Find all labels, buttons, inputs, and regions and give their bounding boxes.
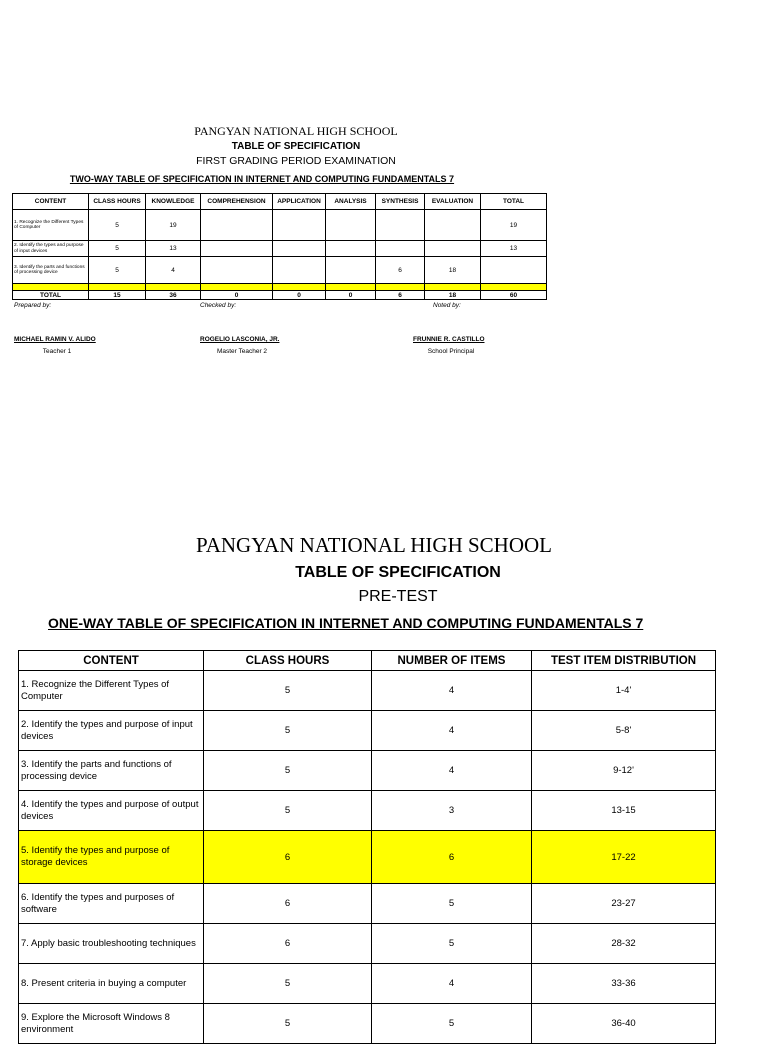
cell-content: 5. Identify the types and purpose of storage devices xyxy=(19,831,204,884)
prepared-by-position: Teacher 1 xyxy=(42,348,72,355)
cell: 36-40 xyxy=(532,1004,716,1044)
table-header-row xyxy=(13,194,547,210)
table-row xyxy=(19,884,716,924)
cell: 13-15 xyxy=(532,791,716,831)
cell: 5 xyxy=(89,210,146,241)
total-cell: 6 xyxy=(376,291,425,300)
cell xyxy=(13,284,89,291)
cell: 13 xyxy=(481,241,547,257)
cell: 5 xyxy=(204,964,372,1004)
table-row xyxy=(13,257,547,284)
header-evaluation: EVALUATION xyxy=(425,194,481,210)
cell-content: 3. Identify the parts and functions of processing device xyxy=(13,257,89,284)
header-total: TOTAL xyxy=(481,194,547,210)
table-row xyxy=(13,210,547,241)
cell: 4 xyxy=(372,964,532,1004)
cell: 5 xyxy=(204,791,372,831)
cell: 23-27 xyxy=(532,884,716,924)
header-content: CONTENT xyxy=(13,194,89,210)
total-cell: 60 xyxy=(481,291,547,300)
table-row xyxy=(19,964,716,1004)
table-title-2: ONE-WAY TABLE OF SPECIFICATION IN INTERNET AND COMPUTING FUNDAMENTALS 7 xyxy=(48,615,644,631)
header-analysis: ANALYSIS xyxy=(326,194,376,210)
table-row xyxy=(19,711,716,751)
document-title-2: TABLE OF SPECIFICATION xyxy=(295,564,501,581)
document-title: TABLE OF SPECIFICATION xyxy=(231,141,361,152)
table-title: TWO-WAY TABLE OF SPECIFICATION IN INTERNET AND COMPUTING FUNDAMENTALS 7 xyxy=(69,174,455,184)
cell: 6 xyxy=(204,884,372,924)
cell: 28-32 xyxy=(532,924,716,964)
cell xyxy=(481,284,547,291)
cell xyxy=(273,284,326,291)
cell xyxy=(326,241,376,257)
cell: 5 xyxy=(372,924,532,964)
cell: 5-8' xyxy=(532,711,716,751)
cell: 5 xyxy=(204,751,372,791)
cell: 6 xyxy=(204,924,372,964)
header-synthesis: SYNTHESIS xyxy=(376,194,425,210)
noted-by-position: School Principal xyxy=(427,348,475,355)
table-row xyxy=(19,924,716,964)
cell-content: 2. Identify the types and purpose of input devices xyxy=(13,241,89,257)
total-cell: 15 xyxy=(89,291,146,300)
cell: 5 xyxy=(89,257,146,284)
total-cell: 0 xyxy=(201,291,273,300)
cell: 6 xyxy=(376,257,425,284)
total-cell: 0 xyxy=(273,291,326,300)
cell xyxy=(201,284,273,291)
cell: 4 xyxy=(372,671,532,711)
checked-by-name: ROGELIO LASCONIA, JR. xyxy=(200,336,280,343)
cell-content: 7. Apply basic troubleshooting techniques xyxy=(19,924,204,964)
cell-content: 1. Recognize the Different Types of Computer xyxy=(19,671,204,711)
two-way-specification-table xyxy=(12,193,547,300)
exam-period: FIRST GRADING PERIOD EXAMINATION xyxy=(196,155,396,167)
prepared-by-name: MICHAEL RAMIN V. ALIDO xyxy=(14,336,96,343)
table-header-row xyxy=(19,651,716,671)
cell xyxy=(376,210,425,241)
cell-content: 2. Identify the types and purpose of input devices xyxy=(19,711,204,751)
cell: 3 xyxy=(372,791,532,831)
cell: 5 xyxy=(89,241,146,257)
cell xyxy=(89,284,146,291)
cell xyxy=(425,284,481,291)
header-test-item-distribution: TEST ITEM DISTRIBUTION xyxy=(532,651,716,671)
cell: 19 xyxy=(146,210,201,241)
table-row xyxy=(19,751,716,791)
cell xyxy=(425,210,481,241)
cell xyxy=(425,241,481,257)
highlighted-empty-row xyxy=(13,284,547,291)
cell xyxy=(273,241,326,257)
cell-content: 4. Identify the types and purpose of output devices xyxy=(19,791,204,831)
cell: 4 xyxy=(372,751,532,791)
cell: 6 xyxy=(372,831,532,884)
cell: 17-22 xyxy=(532,831,716,884)
highlighted-table-row xyxy=(19,831,716,884)
cell-content: 1. Recognize the Different Types of Computer xyxy=(13,210,89,241)
table-row xyxy=(13,241,547,257)
noted-by-name: FRUNNIE R. CASTILLO xyxy=(413,336,485,343)
cell: 13 xyxy=(146,241,201,257)
cell xyxy=(326,257,376,284)
one-way-specification-table xyxy=(18,650,716,1044)
cell: 4 xyxy=(146,257,201,284)
total-cell: 36 xyxy=(146,291,201,300)
cell xyxy=(201,257,273,284)
cell xyxy=(273,210,326,241)
total-cell: 0 xyxy=(326,291,376,300)
cell xyxy=(326,210,376,241)
exam-type: PRE-TEST xyxy=(358,588,438,605)
checked-by-label: Checked by: xyxy=(200,302,237,309)
cell: 4 xyxy=(372,711,532,751)
cell xyxy=(146,284,201,291)
cell: 5 xyxy=(372,884,532,924)
cell: 5 xyxy=(204,671,372,711)
cell xyxy=(273,257,326,284)
total-label: TOTAL xyxy=(13,291,89,300)
cell-content: 9. Explore the Microsoft Windows 8 environment xyxy=(19,1004,204,1044)
table-row xyxy=(19,671,716,711)
cell xyxy=(326,284,376,291)
cell: 5 xyxy=(204,711,372,751)
cell xyxy=(376,284,425,291)
cell: 9-12' xyxy=(532,751,716,791)
cell-content: 6. Identify the types and purposes of software xyxy=(19,884,204,924)
school-name-2: PANGYAN NATIONAL HIGH SCHOOL xyxy=(195,533,553,557)
noted-by-label: Noted by: xyxy=(433,302,461,309)
cell-content: 3. Identify the parts and functions of processing device xyxy=(19,751,204,791)
cell xyxy=(201,241,273,257)
header-number-of-items: NUMBER OF ITEMS xyxy=(372,651,532,671)
header-class-hours: CLASS HOURS xyxy=(204,651,372,671)
table-row xyxy=(19,791,716,831)
cell xyxy=(376,241,425,257)
cell: 1-4' xyxy=(532,671,716,711)
cell xyxy=(481,257,547,284)
cell: 5 xyxy=(372,1004,532,1044)
cell: 18 xyxy=(425,257,481,284)
header-class-hours: CLASS HOURS xyxy=(89,194,146,210)
cell: 5 xyxy=(204,1004,372,1044)
cell: 33-36 xyxy=(532,964,716,1004)
header-content: CONTENT xyxy=(19,651,204,671)
prepared-by-label: Prepared by: xyxy=(14,302,52,309)
total-row xyxy=(13,291,547,300)
header-knowledge: KNOWLEDGE xyxy=(146,194,201,210)
cell: 6 xyxy=(204,831,372,884)
cell-content: 8. Present criteria in buying a computer xyxy=(19,964,204,1004)
total-cell: 18 xyxy=(425,291,481,300)
cell xyxy=(201,210,273,241)
school-name: PANGYAN NATIONAL HIGH SCHOOL xyxy=(194,124,398,138)
header-comprehension: COMPREHENSION xyxy=(201,194,273,210)
header-application: APPLICATION xyxy=(273,194,326,210)
cell: 19 xyxy=(481,210,547,241)
checked-by-position: Master Teacher 2 xyxy=(216,348,268,355)
